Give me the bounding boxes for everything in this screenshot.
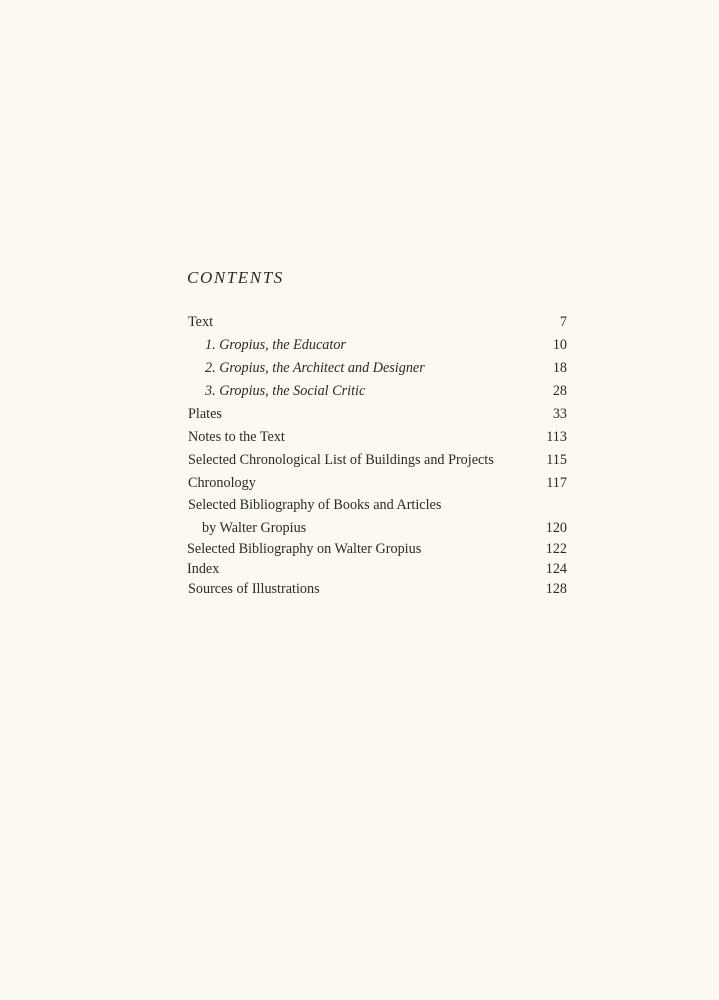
toc-entry-sources bbox=[188, 579, 567, 599]
toc-entry-page: 120 bbox=[545, 520, 567, 536]
toc-entry-chronology bbox=[188, 473, 567, 493]
toc-entry-page: 128 bbox=[545, 581, 567, 597]
toc-entry-label: Sources of Illustrations bbox=[188, 581, 320, 597]
toc-entry-index bbox=[188, 559, 567, 579]
toc-entry-page: 117 bbox=[546, 475, 567, 491]
toc-entry-page: 33 bbox=[552, 406, 567, 422]
toc-entry-label: 2. Gropius, the Architect and Designer bbox=[205, 360, 425, 376]
contents-heading: CONTENTS bbox=[187, 268, 284, 287]
toc-entry-label: Text bbox=[188, 314, 214, 330]
toc-entry-label: 1. Gropius, the Educator bbox=[205, 337, 346, 353]
toc-entry-architect-designer bbox=[188, 358, 567, 378]
toc-entry-page: 10 bbox=[552, 337, 567, 353]
toc-entry-educator bbox=[188, 335, 567, 355]
toc-entry-social-critic bbox=[188, 381, 567, 401]
toc-entry-notes bbox=[188, 427, 567, 447]
toc-entry-label: Index bbox=[187, 561, 220, 577]
toc-entry-label: Selected Bibliography on Walter Gropius bbox=[187, 541, 422, 557]
toc-entry-bibliography-by bbox=[188, 495, 567, 515]
toc-entry-page: 124 bbox=[545, 561, 567, 577]
toc-entry-page: 18 bbox=[552, 360, 567, 376]
toc-entry-bibliography-by-continued bbox=[188, 518, 567, 538]
toc-entry-bibliography-on bbox=[188, 539, 567, 559]
toc-entry-buildings-list bbox=[188, 450, 567, 470]
toc-entry-page: 115 bbox=[546, 452, 567, 468]
toc-entry-label: by Walter Gropius bbox=[202, 520, 307, 536]
toc-entry-plates bbox=[188, 404, 567, 424]
toc-entry-label: 3. Gropius, the Social Critic bbox=[205, 383, 366, 399]
toc-entry-page: 113 bbox=[546, 429, 567, 445]
toc-entry-label: Notes to the Text bbox=[188, 429, 285, 445]
toc-entry-label: Selected Chronological List of Buildings and Projects bbox=[188, 452, 494, 468]
toc-entry-label: Plates bbox=[188, 406, 222, 422]
toc-entry-label: Selected Bibliography of Books and Articles bbox=[188, 497, 442, 513]
toc-entry-page: 7 bbox=[559, 314, 567, 330]
toc-entry-page: 122 bbox=[545, 541, 567, 557]
toc-entry-text bbox=[188, 312, 567, 332]
toc-entry-label: Chronology bbox=[188, 475, 256, 491]
toc-entry-page: 28 bbox=[552, 383, 567, 399]
